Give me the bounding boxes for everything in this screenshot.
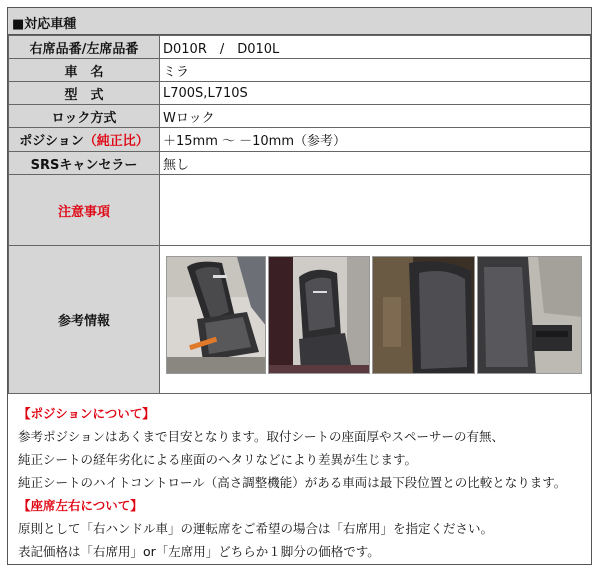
position-label-cell (9, 128, 160, 152)
position-note-line-2: 純正シートの経年劣化による座面のヘタリなどにより差異が生じます。 (18, 452, 418, 467)
srs-canceller-label: SRSキャンセラー (9, 152, 160, 175)
row-model (9, 82, 591, 105)
reference-photos-cell (160, 246, 591, 394)
lock-type-value: Wロック (160, 105, 591, 128)
model-label: 型 式 (9, 82, 160, 105)
lock-type-label: ロック方式 (9, 105, 160, 128)
compatible-vehicles-header (8, 8, 591, 35)
side-notes-heading: 【座席左右について】 (18, 498, 143, 513)
photo-seat-close-left (372, 256, 475, 374)
row-position (9, 128, 591, 152)
position-note-line-1: 参考ポジションはあくまで目安となります。取付シートの座面厚やスペーサーの有無、 (18, 429, 504, 444)
position-label-paren: （純正比） (83, 134, 149, 149)
row-srs-canceller (9, 152, 591, 175)
position-label: ポジション (19, 134, 84, 149)
position-note-line-3: 純正シートのハイトコントロール（高さ調整機能）がある車両は最下段位置との比較となります。 (18, 475, 567, 490)
part-number-value: D010R / D010L (160, 36, 591, 59)
caution-label: 注意事項 (9, 175, 160, 246)
side-note-line-2: 表記価格は「右席用」or「左席用」どちらか１脚分の価格です。 (18, 544, 380, 559)
header-title: ■対応車種 (12, 17, 77, 32)
row-caution (9, 175, 591, 246)
side-note-line-1: 原則として「右ハンドル車」の運転席をご希望の場合は「右席用」を指定ください。 (18, 521, 494, 536)
spec-table (8, 35, 591, 394)
photo-seat-side-view (166, 256, 266, 374)
reference-info-label: 参考情報 (9, 246, 160, 394)
position-notes-heading: 【ポジションについて】 (18, 406, 155, 421)
position-value: ＋15mm 〜 －10mm（参考） (160, 128, 591, 152)
car-name-value: ミラ (160, 59, 591, 82)
part-number-label: 右席品番/左席品番 (9, 36, 160, 59)
row-lock-type (9, 105, 591, 128)
photo-seat-door-view (268, 256, 370, 374)
srs-canceller-value: 無し (160, 152, 591, 175)
model-value: L700S,L710S (160, 82, 591, 105)
row-part-number (9, 36, 591, 59)
photo-seat-close-right (477, 256, 582, 374)
caution-value (160, 175, 591, 246)
row-reference-info (9, 246, 591, 394)
row-car-name (9, 59, 591, 82)
car-name-label: 車 名 (9, 59, 160, 82)
